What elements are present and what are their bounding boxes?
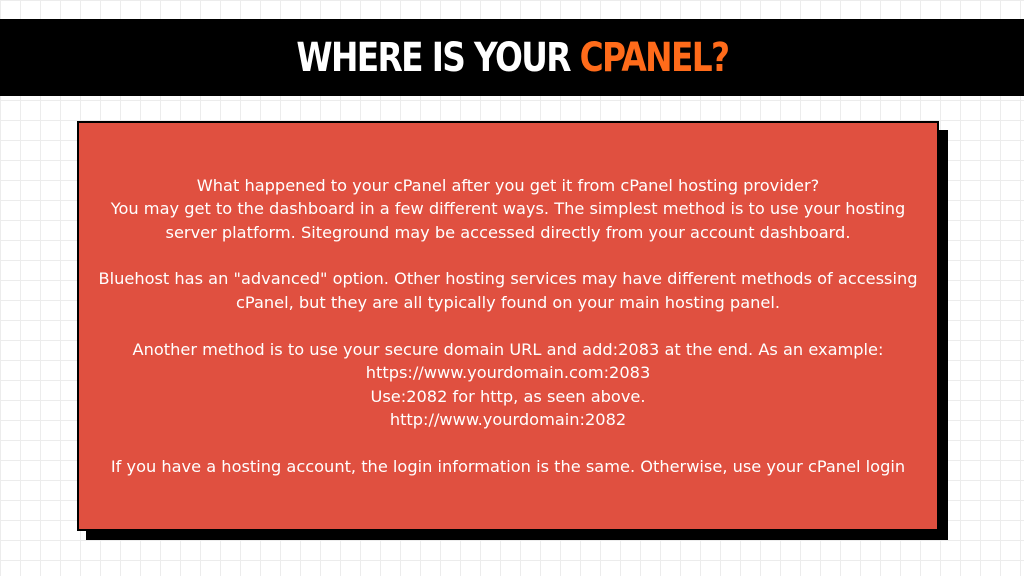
intro-detail: You may get to the dashboard in a few different ways. The simplest method is to use your hosting server platform. Siteground may be accessed directly from your account dashboard. (110, 199, 906, 242)
intro-question: What happened to your cPanel after you get it from cPanel hosting provider? (196, 175, 820, 195)
url-method-text: Another method is to use your secure domain URL and add:2083 at the end. As an example: (132, 339, 884, 359)
content-card (77, 121, 939, 531)
paragraph-bluehost: Bluehost has an "advanced" option. Other hosting services may have different methods of accessing cPanel, but they are all typically found on your main hosting panel. (98, 269, 918, 312)
title-bar (0, 19, 1024, 96)
https-example-url: https://www.yourdomain.com:2083 (365, 363, 651, 383)
card-body (83, 174, 933, 478)
title-accent: CPANEL? (579, 34, 728, 81)
paragraph-login: If you have a hosting account, the login information is the same. Otherwise, use your cPanel login (110, 456, 906, 476)
paragraph-intro (83, 174, 933, 244)
http-example-url: http://www.yourdomain:2082 (389, 409, 627, 429)
paragraph-url-method (83, 338, 933, 432)
http-port-note: Use:2082 for http, as seen above. (370, 386, 646, 406)
title-text: WHERE IS YOUR (296, 34, 580, 81)
page-title (296, 35, 728, 81)
